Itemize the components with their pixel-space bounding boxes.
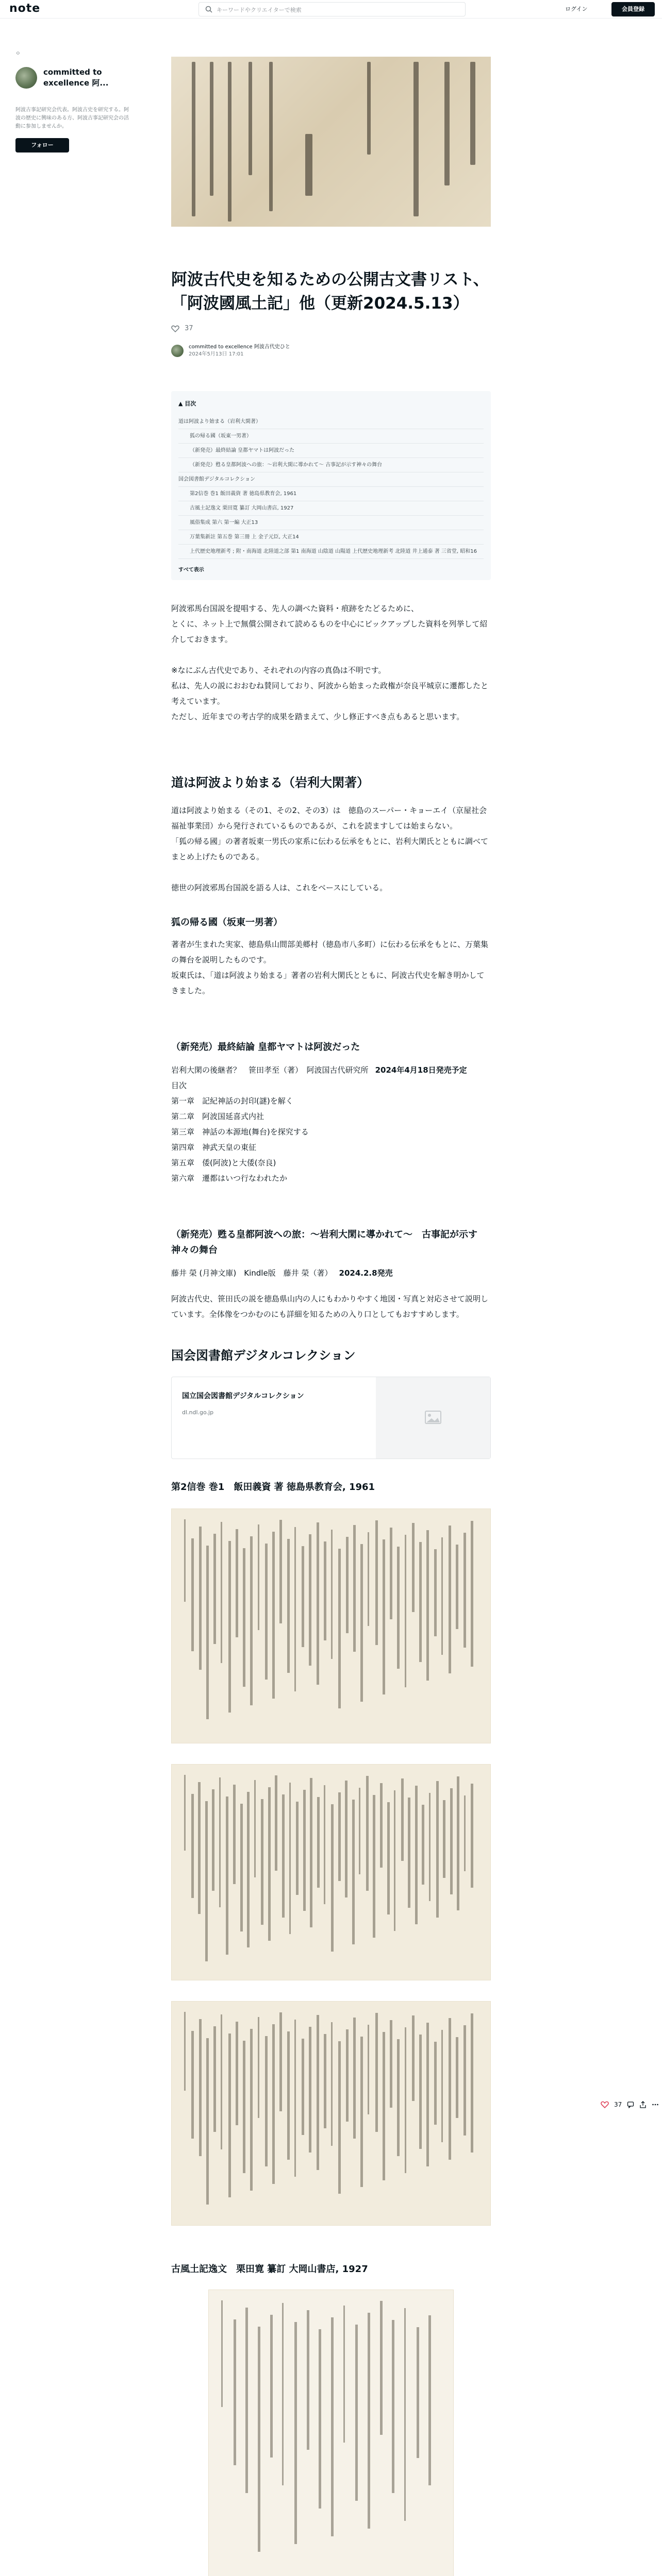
scan-text-column bbox=[346, 2029, 349, 2122]
paragraph: 坂東氏は、「道は阿波より始まる」著者の岩利大閑氏とともに、阿波古代史を解き明かしてきました。 bbox=[171, 971, 485, 995]
note-logo[interactable]: note bbox=[9, 2, 41, 15]
scan-text-column bbox=[366, 1776, 369, 1891]
scan-text-column bbox=[258, 2327, 260, 2552]
scan-text-column bbox=[464, 2025, 466, 2136]
toc-show-all[interactable]: すべて表示 bbox=[178, 567, 204, 573]
paragraph: 第一章 記紀神話の封印(謎)を解く bbox=[171, 1096, 293, 1106]
scan-text-column bbox=[417, 2327, 419, 2458]
subsection-heading: 古風土記逸文 栗田寛 纂訂 大岡山書店, 1927 bbox=[171, 2264, 368, 2275]
scan-text-column bbox=[471, 1521, 473, 1667]
scan-text-column bbox=[360, 1544, 363, 1702]
like-row bbox=[171, 325, 491, 332]
scan-text-column bbox=[390, 1528, 392, 1619]
paragraph: 第六章 遷都はいつ行なわれたか bbox=[171, 1174, 288, 1183]
scan-text-column bbox=[373, 1795, 375, 1938]
scan-text-column bbox=[279, 2012, 282, 2111]
floating-action-bar bbox=[601, 2101, 659, 2108]
scan-image[interactable] bbox=[171, 1764, 491, 1980]
paragraph: 道は阿波より始まる（その1、その2、その3）は 徳島のスーパー・キョーエイ（京屋社会福祉事業団）から発行されているものであるが、これを読ますしては始まらない。 bbox=[171, 806, 487, 831]
toc-item[interactable]: （新発売）最終結論 皇都ヤマトは阿波だった bbox=[178, 444, 484, 458]
book-lead: 岩利大閑の後継者？ 笹田孝至（著） 阿波国古代研究所 bbox=[171, 1065, 369, 1075]
scan-text-column bbox=[324, 2034, 326, 2128]
scan-text-column bbox=[394, 1790, 395, 1931]
scan-text-column bbox=[247, 1792, 250, 1947]
scan-text-column bbox=[401, 1778, 404, 1861]
scan-text-column bbox=[380, 1783, 383, 1868]
scan-text-column bbox=[270, 2315, 273, 2458]
toc-item[interactable]: 国会図書館デジタルコレクション bbox=[178, 472, 484, 487]
scan-text-column bbox=[272, 2024, 275, 2184]
scan-text-column bbox=[368, 2313, 370, 2529]
publish-date: 2024年5月13日 17:01 bbox=[189, 351, 244, 357]
scan-text-column bbox=[397, 2039, 400, 2156]
toc-item[interactable]: 上代歴史地理新考 ; 附・南海道 北陸道之部 第1 南海道 山陰道 山陽道 上代歴史地理新考 北陸道 井上通泰 著 三省堂, 昭和16 bbox=[178, 545, 484, 559]
scan-text-column bbox=[383, 1539, 385, 1694]
toc-item[interactable]: 風俗集成 第六 第一編 大正13 bbox=[178, 516, 484, 530]
paragraph bbox=[171, 865, 491, 880]
scan-text-column bbox=[324, 1785, 325, 1904]
subsection-heading: （新発売）甦る皇都阿波への旅：〜岩利大閑に導かれて〜 古事記が示す神々の舞台 bbox=[171, 1229, 477, 1256]
scan-text-column bbox=[198, 1782, 201, 1914]
author-avatar[interactable] bbox=[171, 345, 184, 357]
scan-image[interactable] bbox=[171, 2001, 491, 2226]
subsection-heading: 狐の帰る國（坂東一男著） bbox=[171, 917, 283, 928]
scan-text-column bbox=[206, 2038, 209, 2205]
scan-text-column bbox=[317, 1522, 319, 1685]
scan-text-column bbox=[213, 2026, 216, 2132]
scan-text-column bbox=[234, 2319, 236, 2465]
scan-text-column bbox=[408, 1798, 410, 1908]
scan-text-column bbox=[412, 1523, 415, 1612]
scan-text-column bbox=[422, 1805, 424, 1885]
scan-text-column bbox=[390, 2020, 392, 2108]
toc-heading: ▲ 目次 bbox=[178, 400, 196, 407]
scan-text-column bbox=[275, 1775, 277, 1871]
scan-text-column bbox=[243, 2041, 245, 2173]
scan-text-column bbox=[199, 2019, 202, 2156]
scan-text-column bbox=[258, 1524, 259, 1630]
scan-text-column bbox=[346, 1537, 349, 1633]
scan-text-column bbox=[199, 1527, 202, 1670]
follow-button[interactable]: フォロー bbox=[15, 138, 69, 152]
scan-text-column bbox=[205, 1801, 208, 1961]
scan-text-column bbox=[426, 2023, 429, 2166]
article-title: 阿波古代史を知るための公開古文書リスト、「阿波國風土記」他（更新2024.5.13） bbox=[171, 270, 489, 313]
scan-text-column bbox=[317, 2015, 319, 2170]
avatar[interactable] bbox=[15, 67, 37, 89]
section-heading: 国会図書館デジタルコレクション bbox=[171, 1348, 356, 1363]
scan-text-column bbox=[265, 2036, 268, 2166]
scan-text-column bbox=[428, 2315, 431, 2485]
scan-text-column bbox=[307, 2310, 309, 2450]
heart-icon[interactable] bbox=[601, 2101, 609, 2108]
paragraph: 徳世の阿波邪馬台国説を語る人は、これをベースにしている。 bbox=[171, 883, 388, 892]
scan-text-column bbox=[287, 1539, 290, 1673]
scan-text-column bbox=[191, 1794, 194, 1898]
scan-text-column bbox=[221, 2014, 222, 2149]
scan-text-column bbox=[450, 1788, 453, 1894]
toc-item[interactable]: （新発売）甦る皇都阿波への旅：〜岩利大閑に導かれて〜 古事記が示す神々の舞台 bbox=[178, 458, 484, 472]
scan-text-column bbox=[221, 1522, 222, 1663]
paragraph: 第五章 倭(阿波)と大倭(奈良) bbox=[171, 1158, 276, 1167]
scan-text-column bbox=[397, 1547, 400, 1669]
scan-text-column bbox=[343, 2306, 345, 2443]
subsection-heading: 第2信巻 巻1 飯田義資 著 徳島県教育会, 1961 bbox=[171, 1482, 375, 1493]
scan-text-column bbox=[287, 2031, 290, 2160]
scan-text-column bbox=[279, 1520, 282, 1623]
toc-item[interactable]: 第2信巻 巻1 飯田義資 著 徳島県教育会, 1961 bbox=[178, 487, 484, 501]
scan-text-column bbox=[359, 1788, 360, 1874]
image-placeholder-icon bbox=[376, 1377, 490, 1460]
link-card-title: 国立国会図書館デジタルコレクション bbox=[182, 1392, 304, 1400]
scan-text-column bbox=[375, 1520, 378, 1645]
scan-text-column bbox=[250, 2029, 253, 2191]
scan-text-column bbox=[265, 1544, 268, 1680]
scan-text-column bbox=[338, 1549, 341, 1708]
scan-text-column bbox=[206, 1546, 209, 1719]
share-icon[interactable] bbox=[639, 2101, 647, 2108]
scan-text-column bbox=[415, 1786, 418, 1924]
paragraph: 「狐の帰る國」の著者坂東一男氏の家系に伝わる伝承をもとに、岩利大閑氏とともに調べてまとめ上げたものである。 bbox=[171, 837, 489, 861]
section-body bbox=[171, 937, 491, 998]
scan-text-column bbox=[441, 2030, 443, 2142]
scan-text-column bbox=[412, 2015, 415, 2101]
more-icon[interactable] bbox=[652, 2101, 659, 2108]
search-placeholder: キーワードやクリエイターで検索 bbox=[217, 7, 302, 13]
toc-item[interactable]: 狐の帰る國（坂東一男著） bbox=[178, 429, 484, 444]
scan-text-column bbox=[309, 1534, 311, 1666]
scan-text-column bbox=[302, 2039, 304, 2135]
creator-profile[interactable] bbox=[15, 67, 129, 89]
sidebar bbox=[15, 49, 129, 152]
scan-text-column bbox=[261, 1799, 263, 1925]
paragraph: 著者が生まれた実家、徳島県山間部美郷村（徳島市八多町）に伝わる伝承をもとに、万葉集の舞台を説明したものです。 bbox=[171, 940, 489, 964]
scan-text-column bbox=[368, 1532, 369, 1626]
paragraph: ただし、近年までの考古学的成果を踏まえて、少し修正すべき点もあると思います。 bbox=[171, 712, 465, 721]
scan-image[interactable] bbox=[171, 1509, 491, 1743]
scan-text-column bbox=[317, 1797, 320, 1888]
link-card[interactable] bbox=[171, 1377, 491, 1459]
scan-text-column bbox=[324, 1541, 326, 1640]
scan-text-column bbox=[243, 1548, 245, 1687]
scan-text-column bbox=[434, 1549, 437, 1636]
scan-text-column bbox=[436, 1781, 439, 1918]
table-of-contents bbox=[171, 391, 491, 580]
scan-text-column bbox=[426, 1530, 429, 1681]
scan-text-column bbox=[443, 1800, 445, 1878]
scan-text-column bbox=[338, 2041, 341, 2194]
scan-text-column bbox=[419, 2035, 422, 2149]
scan-text-column bbox=[338, 1792, 341, 1881]
scan-text-column bbox=[471, 1784, 473, 1888]
scan-text-column bbox=[331, 1530, 333, 1659]
scan-text-column bbox=[228, 1541, 231, 1713]
scan-text-column bbox=[464, 1533, 466, 1648]
creator-bio: 阿波古事記研究会代表。阿波古史を研究する。阿波の歴史に興味のある方、阿波古事記研究会の活動に参加しませんか。 bbox=[15, 107, 129, 129]
toc-item[interactable]: 古風土記逸文 栗田寛 纂訂 大岡山書店, 1927 bbox=[178, 501, 484, 516]
scan-text-column bbox=[360, 2037, 363, 2187]
paragraph bbox=[171, 647, 491, 663]
scan-text-column bbox=[221, 2300, 223, 2407]
link-card-thumbnail bbox=[376, 1377, 490, 1459]
paragraph: 目次 bbox=[171, 1081, 187, 1090]
paragraph: 私は、先人の説におおむね賛同しており、阿波から始まった政権が奈良平城京に遷都したと考えています。 bbox=[171, 681, 489, 706]
scan-text-column bbox=[464, 1795, 466, 1871]
sidebar-top-text: ㅇ bbox=[15, 51, 21, 57]
scan-text-column bbox=[282, 2303, 284, 2485]
scan-text-column bbox=[240, 1804, 243, 1931]
scan-text-column bbox=[294, 2322, 297, 2544]
scan-text-column bbox=[294, 2020, 296, 2177]
scan-text-column bbox=[191, 1538, 194, 1651]
book-date: 2024年4月18日発売予定 bbox=[375, 1065, 467, 1075]
scan-text-column bbox=[282, 1794, 285, 1918]
scan-text-column bbox=[429, 1793, 431, 1901]
scan-text-column bbox=[375, 2013, 378, 2132]
article bbox=[171, 57, 491, 2576]
book-contents bbox=[171, 1078, 491, 1186]
scan-text-column bbox=[294, 1527, 296, 1691]
scan-text-column bbox=[191, 2031, 194, 2139]
scan-text-column bbox=[352, 1800, 355, 1944]
scan-text-column bbox=[245, 2308, 248, 2493]
scan-text-column bbox=[228, 2033, 231, 2197]
scan-text-column bbox=[419, 1542, 422, 1662]
scan-text-column bbox=[353, 2018, 356, 2139]
scan-text-column bbox=[331, 1804, 334, 1952]
section-body bbox=[171, 803, 491, 895]
link-card-url: dl.ndl.go.jp bbox=[182, 1409, 214, 1416]
like-count: 37 bbox=[185, 325, 193, 332]
paragraph: ※なにぶん古代史であり、それぞれの内容の真偽は不明です。 bbox=[171, 666, 386, 675]
floating-like-count: 37 bbox=[614, 2101, 622, 2108]
scan-text-column bbox=[258, 2017, 259, 2118]
creator-name[interactable]: committed to excellence 阿... bbox=[43, 67, 109, 88]
scan-text-column bbox=[226, 1797, 228, 1955]
scan-text-column bbox=[449, 2018, 451, 2160]
scan-text-column bbox=[236, 2022, 238, 2125]
scan-text-column bbox=[387, 1802, 390, 1914]
scan-text-column bbox=[331, 2317, 334, 2536]
scan-text-column bbox=[272, 1532, 275, 1699]
scan-text-column bbox=[212, 1789, 214, 1891]
scan-text-column bbox=[319, 2329, 321, 2509]
scan-text-column bbox=[392, 2320, 394, 2493]
scan-text-column bbox=[302, 1546, 304, 1647]
scan-text-column bbox=[456, 1545, 458, 1629]
scan-text-column bbox=[213, 1534, 216, 1644]
signup-button[interactable]: 会員登録 bbox=[611, 2, 655, 16]
scan-text-column bbox=[457, 1776, 459, 1910]
scan-text-column bbox=[268, 1787, 271, 1941]
search-icon bbox=[205, 6, 212, 13]
toc-item[interactable]: 道は阿波より始まる（岩利大閑著） bbox=[178, 415, 484, 429]
scan-text-column bbox=[353, 1525, 356, 1652]
section-heading: 道は阿波より始まる（岩利大閑著） bbox=[171, 775, 369, 790]
scan-text-column bbox=[236, 1529, 238, 1637]
book-description: 阿波古代史、笹田氏の説を徳島県山内の人にもわかりやすく地図・写真と対応させて説明しています。全体像をつかむのにも詳細を知るための入り口としてもおすすめします。 bbox=[171, 1294, 489, 1319]
header bbox=[0, 0, 662, 19]
heart-icon[interactable] bbox=[171, 325, 179, 332]
paragraph: とくに、ネット上で無償公開されて読めるものを中心にピックアップした資料を列挙して紹介しておきます。 bbox=[171, 619, 488, 644]
scan-text-column bbox=[380, 2301, 383, 2435]
scan-text-column bbox=[303, 1790, 306, 1911]
scan-text-column bbox=[309, 2027, 311, 2153]
scan-text-column bbox=[441, 1537, 443, 1655]
subsection-heading: （新発売）最終結論 皇都ヤマトは阿波だった bbox=[171, 1042, 360, 1053]
scan-text-column bbox=[449, 1526, 451, 1673]
book-date: 2024.2.8発売 bbox=[339, 1268, 393, 1278]
scan-text-column bbox=[405, 2027, 406, 2173]
author-name[interactable]: committed to excellence 阿波古代史ひと bbox=[189, 344, 290, 350]
scan-text-column bbox=[368, 2025, 369, 2114]
scan-text-column bbox=[310, 1778, 312, 1927]
paragraph: 第四章 神武天皇の東征 bbox=[171, 1143, 257, 1152]
scan-text-column bbox=[184, 1519, 186, 1602]
scan-text-column bbox=[404, 2308, 406, 2521]
scan-text-column bbox=[254, 1780, 256, 1877]
scan-text-column bbox=[471, 2013, 473, 2153]
paragraph: 第三章 神話の本源地(舞台)を探究する bbox=[171, 1127, 309, 1137]
paragraph: 第二章 阿波国延喜式内社 bbox=[171, 1112, 264, 1121]
author-row[interactable] bbox=[171, 344, 491, 358]
scan-text-column bbox=[355, 2325, 358, 2501]
scan-text-column bbox=[296, 1802, 299, 1895]
search-box[interactable] bbox=[198, 2, 466, 16]
scan-text-column bbox=[383, 2032, 385, 2180]
login-link[interactable]: ログイン bbox=[565, 6, 588, 12]
hero-image bbox=[171, 57, 491, 227]
scan-text-column bbox=[250, 1536, 253, 1705]
book-lead: 藤井 榮 (月神文庫) Kindle版 藤井 榮（著） bbox=[171, 1268, 333, 1278]
scan-text-column bbox=[184, 2012, 186, 2091]
scan-image[interactable] bbox=[208, 2290, 454, 2576]
toc-item[interactable]: 万葉集新註 第五巻 第三冊 上 金子元臣, 大正14 bbox=[178, 530, 484, 545]
scan-text-column bbox=[405, 1535, 406, 1687]
scan-text-column bbox=[456, 2037, 458, 2118]
scan-text-column bbox=[345, 1781, 347, 1897]
comment-icon[interactable] bbox=[627, 2101, 634, 2108]
paragraph: 阿波邪馬台国説を提唱する、先人の調べた資料・痕跡をたどるために、 bbox=[171, 604, 419, 613]
scan-text-column bbox=[184, 1775, 186, 1851]
scan-text-column bbox=[233, 1785, 236, 1884]
scan-text-column bbox=[219, 1777, 221, 1907]
intro-text bbox=[171, 601, 491, 724]
scan-text-column bbox=[331, 2022, 333, 2146]
scan-text-column bbox=[289, 1783, 291, 1934]
scan-text-column bbox=[434, 2042, 437, 2125]
